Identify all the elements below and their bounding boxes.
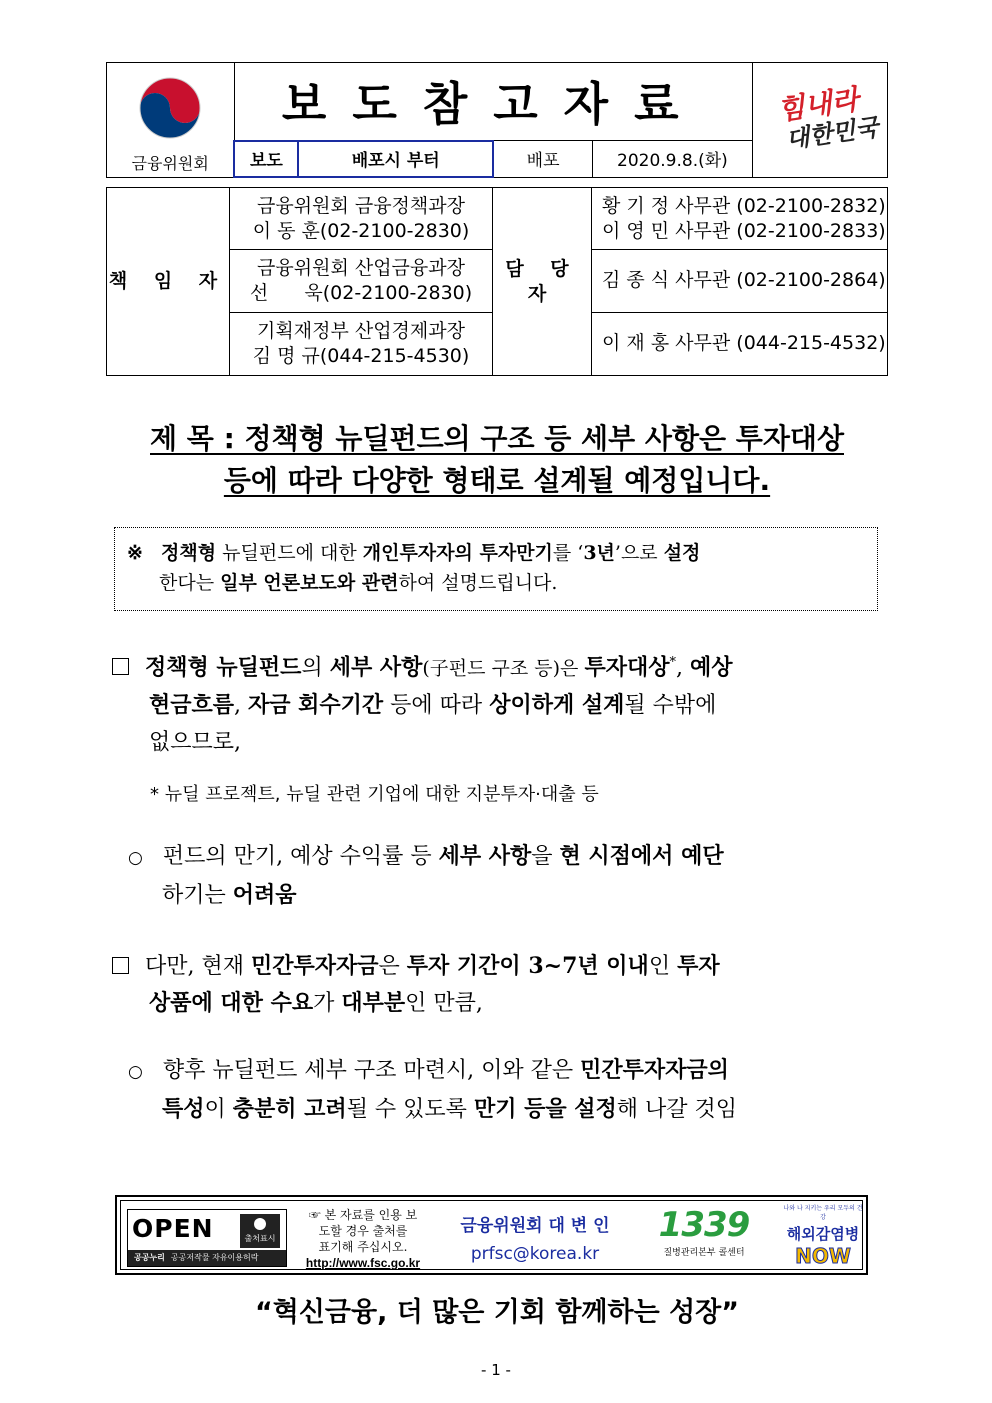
dept-name: 금융위원회 금융정책과장 bbox=[257, 194, 465, 217]
overseas-top: 나와 나 지키는 우리 모두의 건강 bbox=[783, 1205, 863, 1221]
contact-staff-3: 이 재 홍 사무관 (044-215-4532) bbox=[592, 312, 888, 375]
notice-text: 한다는 bbox=[159, 572, 221, 594]
header-table bbox=[106, 62, 888, 178]
citation-note bbox=[293, 1207, 433, 1271]
open-subtitle bbox=[128, 1250, 286, 1266]
open-sub-1: 공공누리 bbox=[134, 1253, 165, 1262]
title-line1: 제 목 : 정책형 뉴딜펀드의 구조 등 세부 사항은 투자대상 bbox=[150, 422, 844, 455]
spokesperson-email[interactable]: prfsc@korea.kr bbox=[470, 1244, 600, 1264]
body-text: , bbox=[234, 693, 249, 719]
release-time: 배포시 부터 bbox=[298, 141, 492, 177]
open-text: OPEN bbox=[132, 1214, 214, 1243]
notice-text: 정책형 bbox=[161, 542, 217, 564]
fsc-url-link[interactable]: http://www.fsc.go.kr bbox=[305, 1256, 421, 1270]
notice-text: 일부 언론보도와 관련 bbox=[220, 572, 399, 594]
release-label: 보도 bbox=[234, 141, 298, 177]
body-text: 상품에 대한 수요 bbox=[149, 990, 314, 1016]
paragraph-3 bbox=[112, 948, 888, 1022]
body-text: 없으므로, bbox=[149, 730, 242, 756]
notice-box bbox=[114, 527, 878, 611]
attribution-icon bbox=[240, 1214, 280, 1248]
body-text: 은 bbox=[378, 954, 407, 979]
body-text: 펀드의 만기, 예상 수익률 등 bbox=[162, 844, 439, 869]
paragraph-1 bbox=[112, 644, 888, 761]
contact-staff-2: 김 종 식 사무관 (02-2100-2864) bbox=[592, 250, 888, 312]
body-text: 민간투자자금 bbox=[251, 953, 379, 979]
body-text: 특성 bbox=[162, 1096, 205, 1122]
circle-bullet-icon: ○ bbox=[128, 1062, 143, 1082]
slogan-logo-cell bbox=[752, 63, 887, 178]
notice-text: ’으로 bbox=[614, 542, 664, 564]
hotline-sub: 질병관리본부 콜센터 bbox=[663, 1248, 745, 1258]
slogan: “혁신금융, 더 많은 기회 함께하는 성장” bbox=[255, 1297, 739, 1328]
overseas-now: NOW bbox=[795, 1244, 851, 1268]
contact-responsible-2 bbox=[230, 250, 493, 312]
badge-text: 출처표시 bbox=[244, 1234, 276, 1243]
slogan-logo-line2: 대한민국 bbox=[783, 111, 880, 154]
body-text: 자금 회수기간 bbox=[248, 692, 384, 719]
paragraph-4 bbox=[128, 1052, 888, 1128]
page-title: 보도참고자료 bbox=[234, 63, 752, 141]
contact-responsible-3 bbox=[230, 312, 493, 375]
dept-name: 기획재정부 산업경제과장 bbox=[257, 319, 465, 342]
staff-name: 황 기 정 사무관 (02-2100-2832) bbox=[602, 194, 886, 217]
body-text: 민간투자자금의 bbox=[580, 1057, 729, 1083]
footnote-mark: * bbox=[669, 655, 676, 670]
taegeuk-logo-icon bbox=[135, 73, 205, 143]
notice-text: 하여 설명드립니다. bbox=[398, 572, 558, 594]
body-text: 충분히 고려 bbox=[232, 1096, 347, 1122]
body-text: 대부분 bbox=[341, 990, 406, 1016]
body-text: 될 수 있도록 bbox=[346, 1097, 474, 1122]
notice-mark: ※ bbox=[127, 542, 143, 564]
body-text: 현 시점에서 예단 bbox=[559, 843, 724, 869]
footer-banner bbox=[115, 1195, 868, 1275]
body-text: 인 bbox=[648, 954, 678, 979]
contacts-table bbox=[106, 187, 888, 376]
responsible-label: 책 임 자 bbox=[107, 188, 230, 376]
body-text: 등에 따라 bbox=[383, 693, 490, 719]
notice-text: 설정 bbox=[663, 542, 701, 564]
distribution-label: 배포 bbox=[493, 141, 593, 177]
overseas-title: 해외감염병 bbox=[786, 1225, 860, 1243]
hotline-logo bbox=[649, 1205, 759, 1258]
staff-name: 이 영 민 사무관 (02-2100-2833) bbox=[602, 219, 886, 242]
org-logo-cell bbox=[107, 63, 235, 178]
circle-bullet-icon: ○ bbox=[128, 848, 143, 868]
body-text: 인 만큼, bbox=[405, 991, 483, 1016]
body-text: 하기는 bbox=[162, 883, 233, 908]
staff-label: 담 당 자 bbox=[493, 188, 592, 376]
body-text: 가 bbox=[313, 991, 342, 1016]
body-text: 현금흐름 bbox=[149, 692, 235, 719]
body-text: 상이하게 설계 bbox=[489, 692, 625, 719]
notice-text: 뉴딜펀드 bbox=[216, 542, 296, 564]
notice-text: 3년 bbox=[583, 542, 615, 564]
overseas-disease-logo bbox=[783, 1203, 863, 1268]
checkbox-bullet-icon bbox=[112, 658, 129, 675]
dept-name: 금융위원회 산업금융과장 bbox=[257, 256, 465, 279]
org-name: 금융위원회 bbox=[131, 154, 209, 173]
notice-text: 개인투자자의 투자만기 bbox=[362, 542, 553, 564]
body-text: 예상 bbox=[689, 654, 733, 681]
hotline-number: 1339 bbox=[658, 1205, 750, 1245]
body-text: 어려움 bbox=[232, 882, 297, 908]
spokesperson-info bbox=[447, 1211, 623, 1264]
body-text: 만기 등을 설정 bbox=[473, 1096, 617, 1122]
release-date: 2020.9.8.(화) bbox=[593, 141, 752, 177]
cite-text: ☞ 본 자료를 인용 보 bbox=[308, 1208, 418, 1222]
body-text: 향후 뉴딜펀드 세부 구조 마련시, 이와 같은 bbox=[162, 1058, 581, 1083]
contact-staff-1 bbox=[592, 188, 888, 250]
cite-text: 표기해 주십시오. bbox=[318, 1240, 408, 1254]
press-title bbox=[106, 418, 888, 502]
body-text: 투자대상 bbox=[584, 654, 670, 681]
footnote: * 뉴딜 프로젝트, 뉴딜 관련 기업에 대한 지분투자·대출 등 bbox=[150, 784, 599, 805]
body-text: 투자 bbox=[677, 953, 720, 979]
body-text: 정책형 뉴딜펀드 bbox=[145, 654, 302, 681]
person-name: 김 명 규(044-215-4530) bbox=[252, 344, 470, 367]
title-line2: 등에 따라 다양한 형태로 설계될 예정입니다. bbox=[223, 464, 771, 497]
person-name: 이 동 훈(02-2100-2830) bbox=[252, 219, 470, 242]
spokesperson-label: 금융위원회 대 변 인 bbox=[460, 1216, 610, 1236]
page-number: - 1 - bbox=[481, 1361, 511, 1379]
checkbox-bullet-icon bbox=[112, 957, 129, 974]
open-sub-2: 공공저작물 자유이용허락 bbox=[170, 1253, 259, 1262]
slogan-logo-line1: 힘내라 bbox=[775, 82, 861, 127]
notice-text: 에 대한 bbox=[295, 542, 363, 564]
body-text: 해 나갈 것임 bbox=[616, 1097, 738, 1122]
open-license-badge bbox=[127, 1209, 287, 1267]
body-text: 의 bbox=[301, 655, 330, 681]
body-text: , bbox=[675, 655, 690, 681]
body-text: 투자 기간이 3~7년 이내 bbox=[406, 953, 649, 979]
body-text: 을 bbox=[531, 844, 560, 869]
body-text: 이 bbox=[204, 1097, 233, 1122]
paragraph-2 bbox=[128, 838, 888, 914]
body-text: 세부 사항 bbox=[438, 843, 532, 869]
body-text: (子펀드 구조 등)은 bbox=[422, 657, 585, 680]
body-text: 세부 사항 bbox=[329, 654, 423, 681]
body-text: 될 수밖에 bbox=[624, 693, 717, 719]
cite-text: 도할 경우 출처를 bbox=[318, 1224, 408, 1238]
contact-responsible-1 bbox=[230, 188, 493, 250]
notice-text: 를 ‘ bbox=[552, 542, 584, 564]
body-text: 다만, 현재 bbox=[145, 954, 251, 979]
person-name: 선 욱(02-2100-2830) bbox=[249, 281, 473, 304]
